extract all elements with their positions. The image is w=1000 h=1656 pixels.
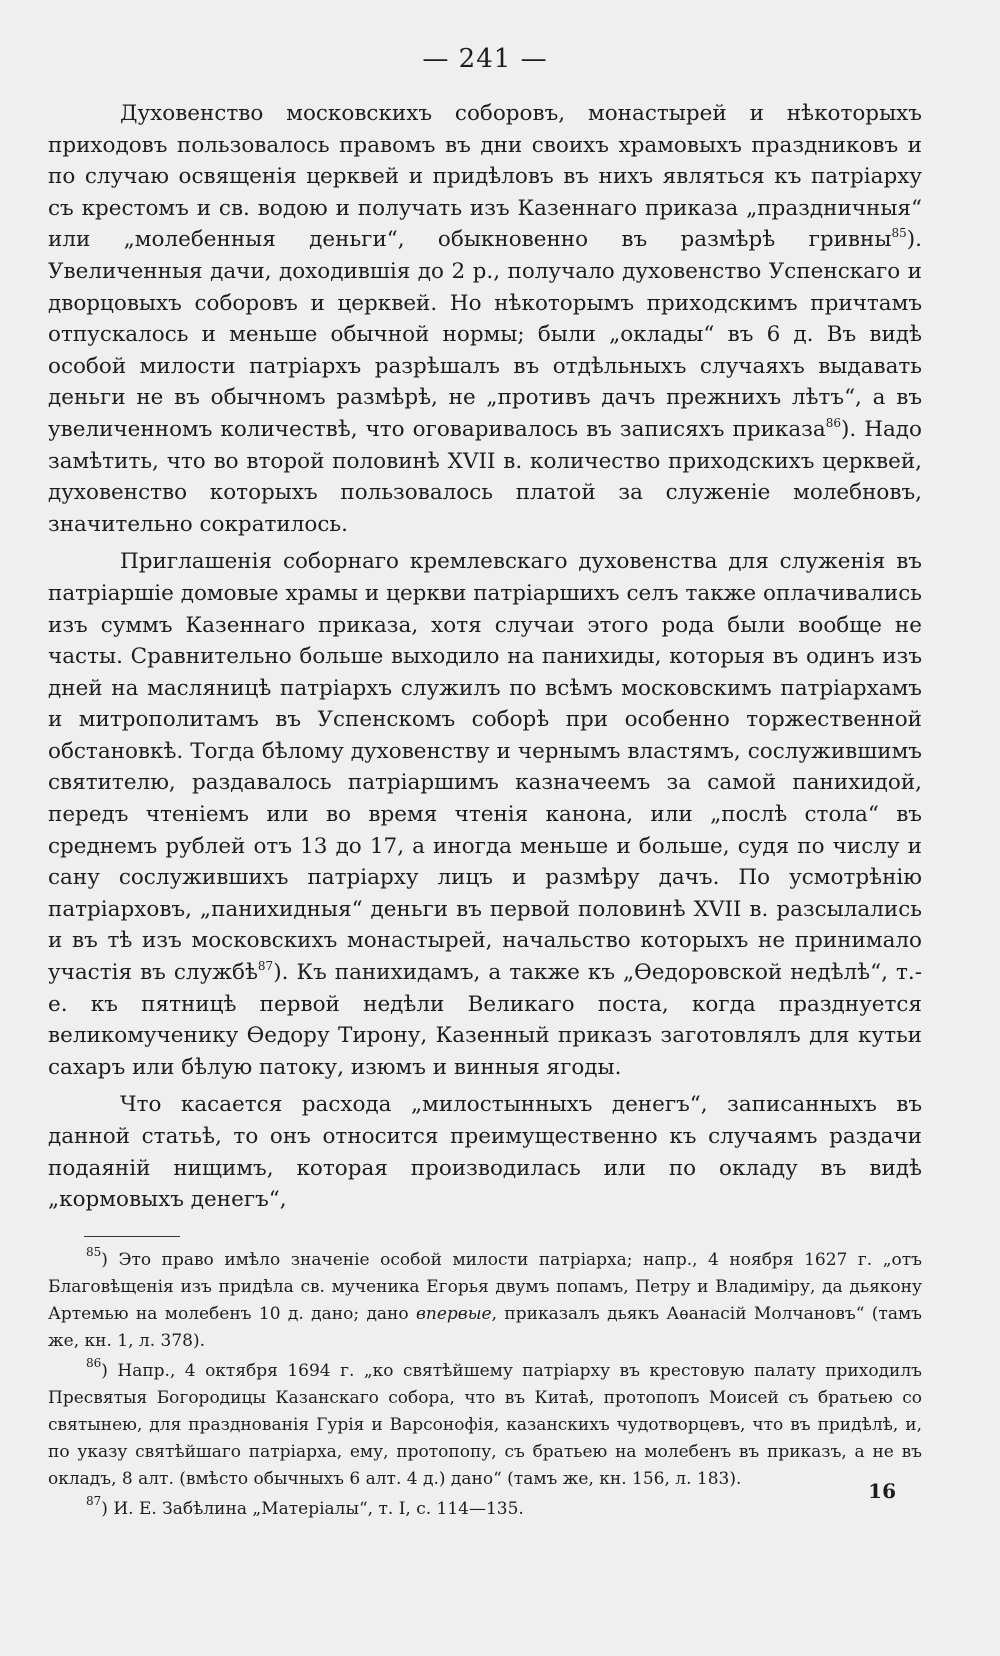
signature-mark: 16: [868, 1479, 896, 1503]
footnote-85: $^{85}$) Это право имѣло значеніе особой милости патріарха; напр., 4 ноября 1627 г. „отъ Благовѣщенія изъ придѣла св. мученика Егорья двумъ попамъ, Петру и Владиміру, да дьякону Артемью на молебенъ 10 д. дано; дано впервые, приказалъ дьякъ Аѳанасій Молчановъ“ (тамъ же, кн. 1, л. 378).: [48, 1244, 922, 1352]
footnote-ref-86[interactable]: 86: [825, 415, 841, 430]
paragraph-1: Духовенство московскихъ соборовъ, монастырей и нѣкоторыхъ приходовъ пользовалось правомъ въ дни своихъ храмовыхъ праздниковъ и по случаю освященія церквей и придѣловъ въ нихъ являться къ патріарху съ крестомъ и св. водою и получать изъ Казеннаго приказа „праздничныя“ или „молебенныя деньги“, обыкновенно въ размѣрѣ гривны$^{85}$). Увеличенныя дачи, доходившія до 2 р., получало духовенство Успенскаго и дворцовыхъ соборовъ и церквей. Но нѣкоторымъ приходскимъ причтамъ отпускалось и меньше обычной нормы; были „оклады“ въ 6 д. Въ видѣ особой милости патріархъ разрѣшалъ въ отдѣльныхъ случаяхъ выдавать деньги не въ обычномъ размѣрѣ, не „противъ дачъ прежнихъ лѣтъ“, а въ увеличенномъ количествѣ, что оговаривалось въ записяхъ приказа$^{86}$). Надо замѣтить, что во второй половинѣ XVII в. количество приходскихъ церквей, духовенство которыхъ пользовалось платой за служеніе молебновъ, значительно сократилось.: [48, 101, 922, 537]
footnote-divider: [84, 1236, 180, 1237]
footnote-ref-85[interactable]: 85: [891, 226, 907, 241]
footnote-ref-87[interactable]: 87: [257, 959, 274, 974]
paragraph-3: Что касается расхода „милостынныхъ денегъ“, записанныхъ въ данной статьѣ, то онъ относится преимущественно къ случаямъ раздачи подаяній нищимъ, которая производилась или по окладу въ видѣ „кормовыхъ денегъ“,: [48, 1092, 922, 1213]
footnote-86: $^{86}$) Напр., 4 октября 1694 г. „ко святѣйшему патріарху въ крестовую палату приходилъ Пресвятыя Богородицы Казанскаго собора, что въ Китаѣ, протопопъ Моисей съ братьею со святынею, для празднованія Гурія и Варсонофія, казанскихъ чудотворцевъ, что въ придѣлѣ, и, по указу святѣйшаго патріарха, ему, протопопу, съ братьею на молебенъ въ приказъ, а не въ окладъ, 8 алт. (вмѣсто обычныхъ 6 алт. 4 д.) дано“ (тамъ же, кн. 156, л. 183).: [48, 1355, 922, 1490]
footnote-87: $^{87}$) И. Е. Забѣлина „Матеріалы“, т. I, с. 114—135.: [86, 1493, 524, 1519]
main-text: [48, 98, 922, 1216]
paragraph-2: Приглашенія соборнаго кремлевскаго духовенства для служенія въ патріаршіе домовые храмы и церкви патріаршихъ селъ также оплачивались изъ суммъ Казеннаго приказа, хотя случаи этого рода были вообще не часты. Сравнительно больше выходило на панихиды, которыя въ одинъ изъ дней на масляницѣ патріархъ служилъ по всѣмъ московскимъ патріархамъ и митрополитамъ въ Успенскомъ соборѣ при особенно торжественной обстановкѣ. Тогда бѣлому духовенству и чернымъ властямъ, сослужившимъ святителю, раздавалось патріаршимъ казначеемъ за самой панихидой, передъ чтеніемъ или во время чтенія канона, или „послѣ стола“ въ среднемъ рублей отъ 13 до 17, а иногда меньше и больше, судя по числу и сану сослужившихъ патріарху лицъ и размѣру дачъ. По усмотрѣнію патріарховъ, „панихидныя“ деньги въ первой половинѣ XVII в. разсылались и въ тѣ изъ московскихъ монастырей, начальство которыхъ не принимало участія въ службѣ$^{87}$). Къ панихидамъ, а также къ „Ѳедоровской недѣлѣ“, т.-е. къ пятницѣ первой недѣли Великаго поста, когда празднуется великомученику Ѳедору Тирону, Казенный приказъ заготовлялъ для кутьи сахаръ или бѣлую патоку, изюмъ и винныя ягоды.: [48, 549, 922, 1080]
footnotes: [48, 1244, 922, 1523]
page-number: — 241 —: [422, 44, 548, 74]
